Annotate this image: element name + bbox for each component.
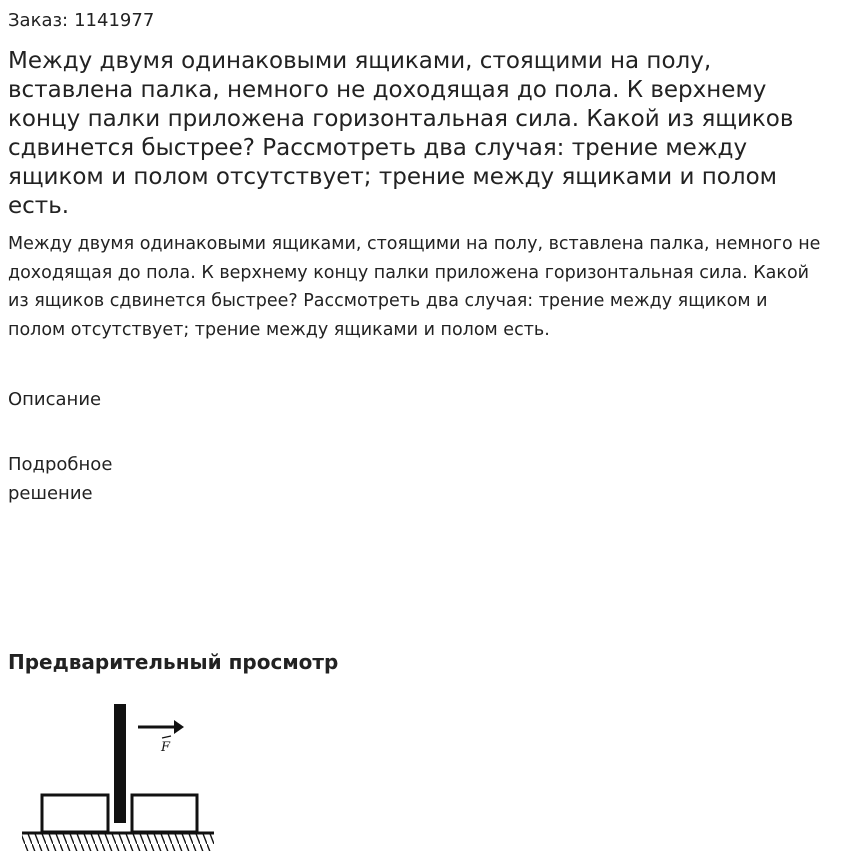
problem-text: Между двумя одинаковыми ящиками, стоящими на полу, вставлена палка, немного не доходящая до пола. К верхнему концу палки приложена горизонтальная сила. Какой из ящиков сдвинется быстрее? Рассмотреть два случая: трение между ящиком и полом отсутствует; трение между ящиками и полом есть. xyxy=(8,234,821,340)
right-box xyxy=(132,795,197,832)
detailed-solution-tab[interactable]: Подробное решение xyxy=(8,454,113,504)
order-line xyxy=(8,10,154,32)
order-label: Заказ: xyxy=(8,10,69,31)
left-box xyxy=(42,795,108,832)
description-tab[interactable]: Описание xyxy=(8,389,102,410)
problem-title: Между двумя одинаковыми ящиками, стоящими на полу, вставлена палка, немного не доходящая до пола. К верхнему концу палки приложена горизонтальная сила. Какой из ящиков сдвинется быстрее? Рассмотреть два случая: трение между ящиком и полом отсутствует; трение между ящиками и полом есть. xyxy=(8,48,794,219)
force-label: F xyxy=(161,740,171,755)
force-arrowhead xyxy=(174,720,184,734)
preview-heading: Предварительный просмотр xyxy=(8,650,339,674)
floor-hatching xyxy=(22,834,214,851)
preview-figure xyxy=(18,700,218,860)
force-vector-mark xyxy=(162,736,171,738)
order-number: 1141977 xyxy=(74,10,155,31)
stick xyxy=(114,704,126,823)
